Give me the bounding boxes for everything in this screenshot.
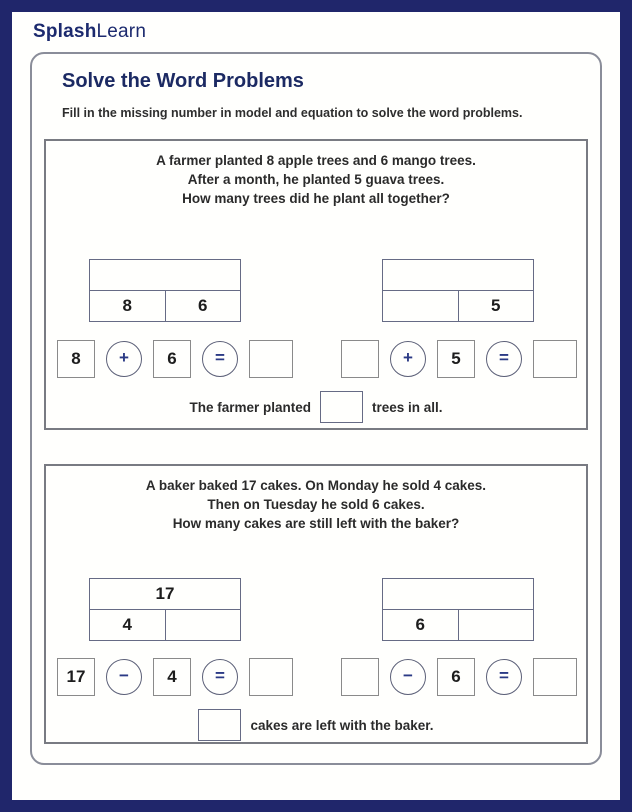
problem-2-line-2: Then on Tuesday he sold 6 cakes.	[207, 497, 425, 512]
equation-result-blank[interactable]	[249, 340, 293, 378]
minus-circle-icon: −	[390, 659, 426, 695]
equation-1b	[341, 340, 577, 378]
plus-circle-icon: +	[390, 341, 426, 377]
model-total-blank[interactable]	[383, 579, 533, 609]
model-part-cell: 4	[90, 610, 166, 640]
equation-number-box: 6	[437, 658, 475, 696]
equation-blank-box[interactable]	[341, 658, 379, 696]
problem-1-line-2: After a month, he planted 5 guava trees.	[187, 172, 445, 187]
model-total-blank[interactable]	[383, 260, 533, 290]
answer-text-before: The farmer planted	[189, 399, 311, 415]
plus-circle-icon: +	[106, 341, 142, 377]
model-total-cell: 17	[155, 584, 175, 603]
equation-result-blank[interactable]	[533, 658, 577, 696]
model-parts-row	[383, 290, 533, 321]
logo-text-learn: Learn	[96, 21, 147, 42]
bar-model-1b	[382, 259, 534, 322]
equals-circle-icon: =	[202, 341, 238, 377]
equation-blank-box[interactable]	[341, 340, 379, 378]
answer-sentence-1	[46, 391, 586, 423]
answer-sentence-2	[46, 709, 586, 741]
model-parts-row	[383, 609, 533, 640]
problem-2-line-1: A baker baked 17 cakes. On Monday he sold 4 cakes.	[145, 478, 487, 493]
bar-model-1a	[89, 259, 241, 322]
worksheet-container	[30, 52, 602, 765]
model-parts-row	[90, 290, 240, 321]
equals-circle-icon: =	[202, 659, 238, 695]
model-part-cell: 6	[198, 296, 208, 315]
answer-text-after: trees in all.	[371, 399, 443, 415]
equation-number-box: 8	[57, 340, 95, 378]
equation-number-box: 4	[153, 658, 191, 696]
model-parts-row	[90, 609, 240, 640]
model-part-blank[interactable]	[383, 291, 459, 321]
equals-circle-icon: =	[486, 341, 522, 377]
model-part-cell: 8	[90, 291, 166, 321]
worksheet-page	[12, 12, 620, 800]
problem-1-line-3: How many trees did he plant all together?	[182, 191, 450, 206]
instruction-text: Fill in the missing number in model and equation to solve the word problems.	[62, 106, 523, 120]
page-title: Solve the Word Problems	[62, 70, 304, 92]
equation-result-blank[interactable]	[533, 340, 577, 378]
model-part-cell: 5	[491, 296, 501, 315]
equation-2b	[341, 658, 577, 696]
problem-1-line-1: A farmer planted 8 apple trees and 6 mango trees.	[156, 153, 476, 168]
answer-text-after: cakes are left with the baker.	[250, 717, 434, 733]
equals-circle-icon: =	[486, 659, 522, 695]
equation-number-box: 6	[153, 340, 191, 378]
problem-2-line-3: How many cakes are still left with the baker?	[172, 516, 460, 531]
logo-text-splash: Splash	[33, 21, 97, 42]
answer-blank-box[interactable]	[198, 709, 241, 741]
equation-1a	[57, 340, 293, 378]
bar-model-2b	[382, 578, 534, 641]
model-total-blank[interactable]	[90, 260, 240, 290]
bar-model-2a	[89, 578, 241, 641]
splashlearn-logo	[33, 21, 146, 43]
problem-card-1	[44, 139, 588, 430]
problem-1-statement	[46, 151, 586, 208]
equation-2a	[57, 658, 293, 696]
answer-blank-box[interactable]	[320, 391, 363, 423]
model-part-cell: 6	[383, 610, 459, 640]
problem-card-2	[44, 464, 588, 744]
model-part-blank[interactable]	[166, 610, 241, 640]
problem-2-statement	[46, 476, 586, 533]
minus-circle-icon: −	[106, 659, 142, 695]
equation-number-box: 17	[57, 658, 95, 696]
equation-number-box: 5	[437, 340, 475, 378]
model-part-blank[interactable]	[459, 610, 534, 640]
equation-result-blank[interactable]	[249, 658, 293, 696]
